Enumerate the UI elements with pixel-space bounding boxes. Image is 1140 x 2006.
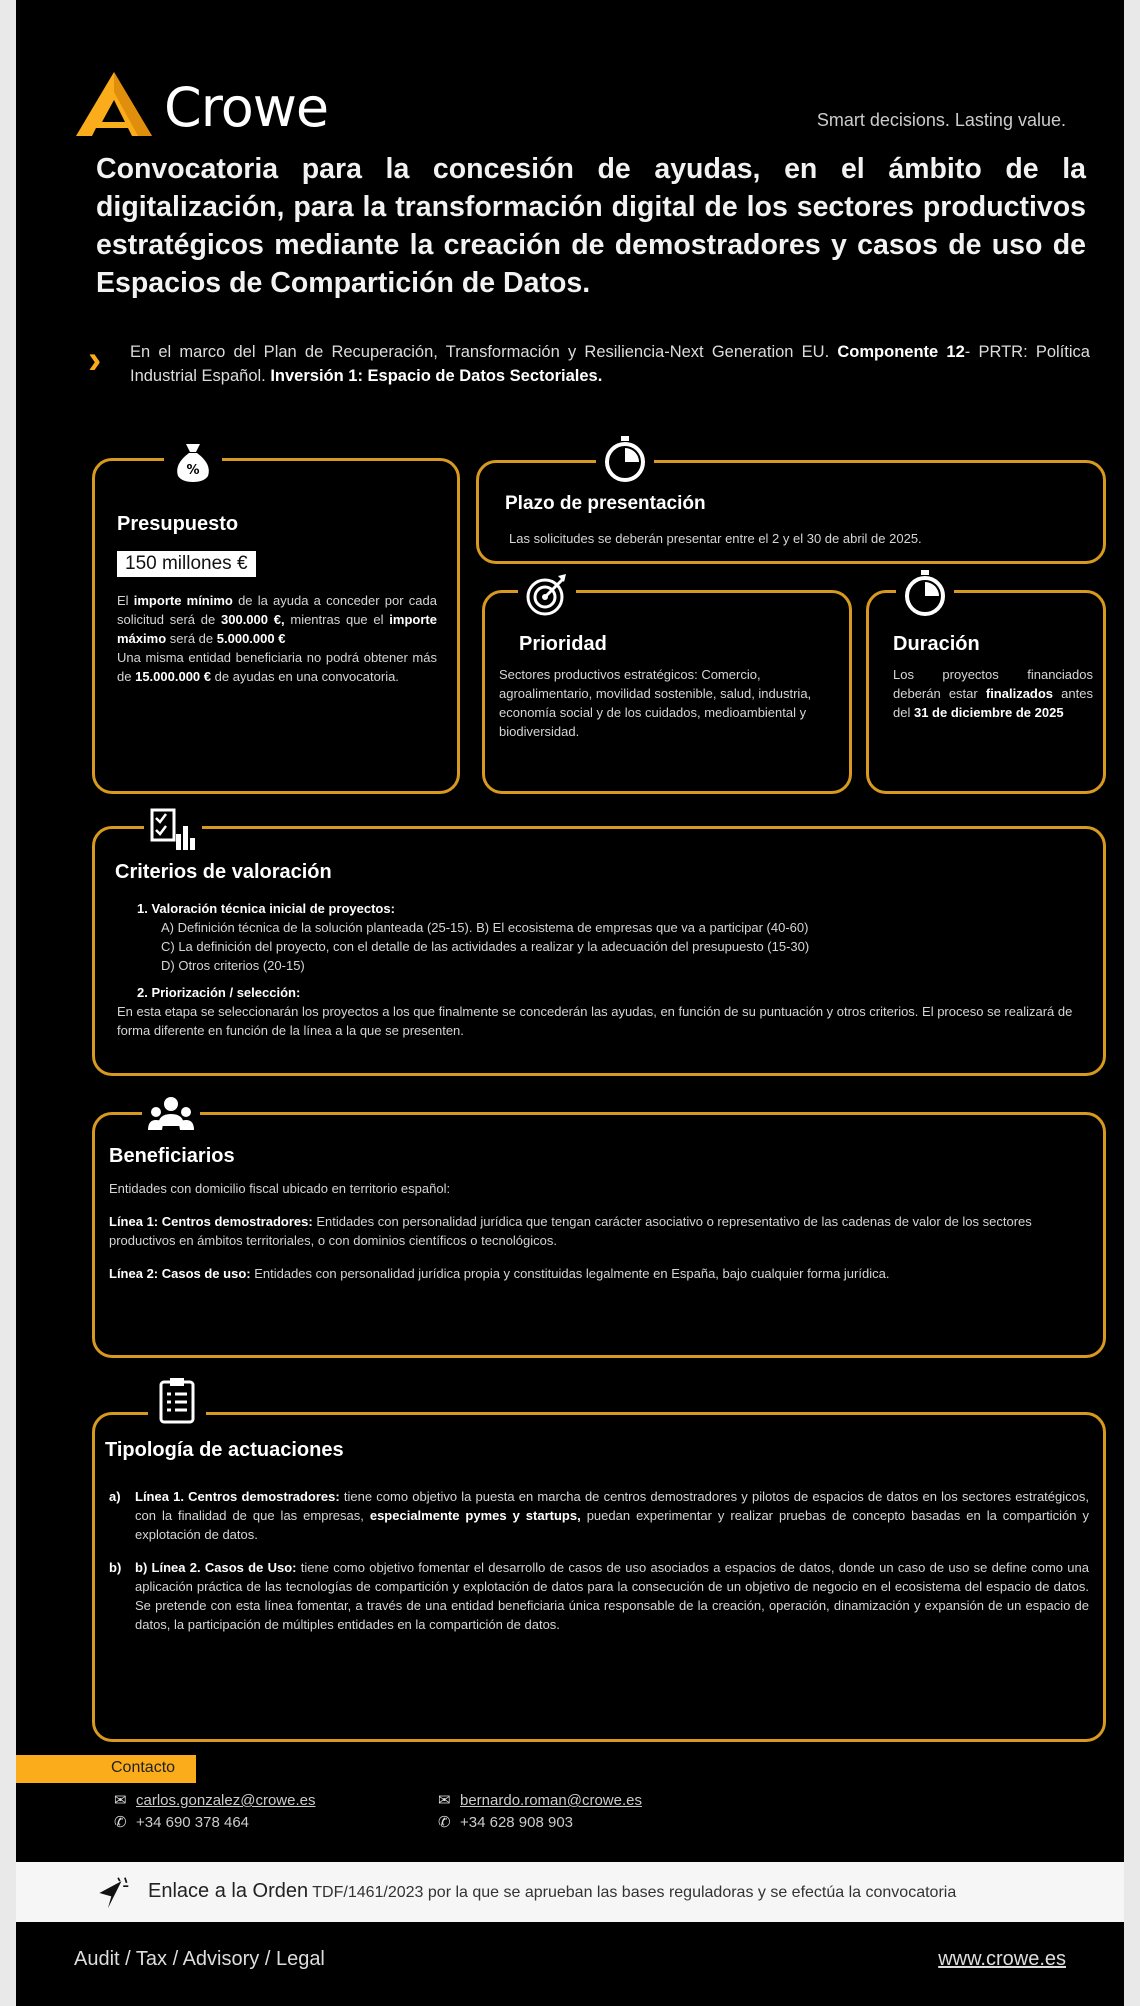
people-icon: [142, 1086, 200, 1144]
criterios-box: [92, 826, 1106, 1076]
prioridad-heading: Prioridad: [519, 633, 607, 655]
email-icon: ✉: [114, 1792, 127, 1809]
tagline: Smart decisions. Lasting value.: [816, 110, 1066, 130]
stopwatch-icon: [896, 564, 954, 622]
contact-2-phone: +34 628 908 903: [460, 1814, 574, 1831]
beneficiarios-box: [92, 1112, 1106, 1358]
duracion-text: Los proyectos financiados deberán estar finalizados antes del 31 de diciembre de 2025: [893, 667, 1093, 720]
page-title: Convocatoria para la concesión de ayudas, en el ámbito de la digitalización, para la transformación digital de los sectores productivos estratégicos mediante la creación de demostradores y casos de uso de Espacios de Compartición de Datos.: [96, 153, 1086, 299]
plazo-text: Las solicitudes se deberán presentar entre el 2 y el 30 de abril de 2025.: [509, 531, 922, 546]
chevron-right-icon: ›: [88, 338, 102, 382]
phone-icon: ✆: [114, 1814, 127, 1831]
footer-website-link[interactable]: www.crowe.es: [938, 1948, 1066, 1970]
prioridad-text: Sectores productivos estratégicos: Comercio, agroalimentario, movilidad sostenible, salud, industria, economía social y de los cuidados, medioambiental y biodiversidad.: [499, 667, 812, 739]
contact-2: [438, 1790, 642, 1834]
contact-1-phone: +34 690 378 464: [136, 1814, 250, 1831]
phone-icon: ✆: [438, 1814, 451, 1831]
tipologia-heading: Tipología de actuaciones: [105, 1439, 344, 1461]
presupuesto-heading: Presupuesto: [117, 513, 239, 535]
intro-text: En el marco del Plan de Recuperación, Transformación y Resiliencia-Next Generation EU. Componente 12- PRTR: Política Industrial Español. Inversión 1: Espacio de Datos Sectoriales.: [130, 343, 1090, 385]
target-icon: [518, 566, 576, 624]
contact-2-email[interactable]: bernardo.roman@crowe.es: [460, 1792, 642, 1809]
contact-1: [114, 1790, 315, 1834]
stopwatch-icon: [596, 430, 654, 488]
beneficiarios-heading: Beneficiarios: [109, 1145, 235, 1167]
tipologia-a: a) Línea 1. Centros demostradores: tiene como objetivo la puesta en marcha de centros demostradores y pilotos de espacios de datos en los sectores estratégicos, con la finalidad de que las empresas, especialmente pymes y startups, puedan experimentar y realizar pruebas de concepto basadas en la compartición y explotación de datos. b) b) Línea 2. Casos de Uso: tiene como objetivo fomentar el desarrollo de casos de uso asociados a espacios de datos, donde un caso de uso se define como una aplicación práctica de las tecnologías de compartición y explotación de datos para la consecución de un objetivo de negocio en el ecosistema del espacio de datos. Se pretende con esta línea fomentar, a través de una entidad beneficiaria única responsable de la creación, operación, dinamización y expansión de un espacio de datos, la participación de múltiples entidades en la compartición de datos.: [109, 1489, 1089, 1632]
tipologia-box: [92, 1412, 1106, 1742]
presupuesto-box: [92, 458, 460, 794]
money-bag-icon: [164, 432, 222, 490]
duracion-heading: Duración: [893, 633, 980, 655]
presupuesto-text: El importe mínimo de la ayuda a conceder por cada solicitud será de 300.000 €, mientras que el importe máximo será de 5.000.000 € Una misma entidad beneficiaria no podrá obtener más de 15.000.000 € de ayudas en una convocatoria.: [117, 593, 437, 684]
beneficiarios-text: Entidades con domicilio fiscal ubicado en territorio español: Línea 1: Centros demostradores: Entidades con personalidad jurídica que tengan carácter asociativo o representativo de las cadenas de valor de los sectores productivos en ámbitos territoriales, o con dominios científicos o tecnológicos. Línea 2: Casos de uso: Entidades con personalidad jurídica propia y constituidas legalmente en España, bajo cualquier forma jurídica.: [109, 1181, 1032, 1281]
crowe-logo-icon: [74, 70, 156, 138]
plazo-box: [476, 460, 1106, 564]
criterios-list: 1. Valoración técnica inicial de proyectos: A) Definición técnica de la solución planteada (25-15). B) El ecosistema de empresas que va a participar (40-60) C) La definición del proyecto, con el detalle de las actividades a realizar y la adecuación del presupuesto (15-30) D) Otros criterios (20-15) 2. Priorización / selección: En esta etapa se seleccionarán los proyectos a los que finalmente se concederán las ayudas, en función de su puntuación y otros criterios. El proceso se realizará de forma diferente en función de la línea a la que se presenten.: [117, 901, 1073, 1038]
email-icon: ✉: [438, 1792, 451, 1809]
cursor-click-icon: [96, 1876, 130, 1910]
contact-label: Contacto: [16, 1755, 196, 1783]
clipboard-icon: [148, 1372, 206, 1430]
checklist-chart-icon: [144, 800, 202, 858]
order-link-text[interactable]: Enlace a la Orden TDF/1461/2023 por la que se aprueban las bases reguladoras y se efectúa la convocatoria: [148, 1880, 957, 1902]
flyer-page: [16, 0, 1124, 2006]
budget-amount: 150 millones €: [117, 551, 256, 577]
footer-services: Audit / Tax / Advisory / Legal: [74, 1948, 325, 1970]
contact-1-email[interactable]: carlos.gonzalez@crowe.es: [136, 1792, 316, 1809]
order-link-bar[interactable]: [16, 1862, 1124, 1922]
plazo-heading: Plazo de presentación: [505, 493, 706, 514]
brand-name: Crowe: [164, 76, 329, 139]
svg-text:%: %: [186, 463, 200, 478]
criterios-heading: Criterios de valoración: [115, 861, 332, 883]
